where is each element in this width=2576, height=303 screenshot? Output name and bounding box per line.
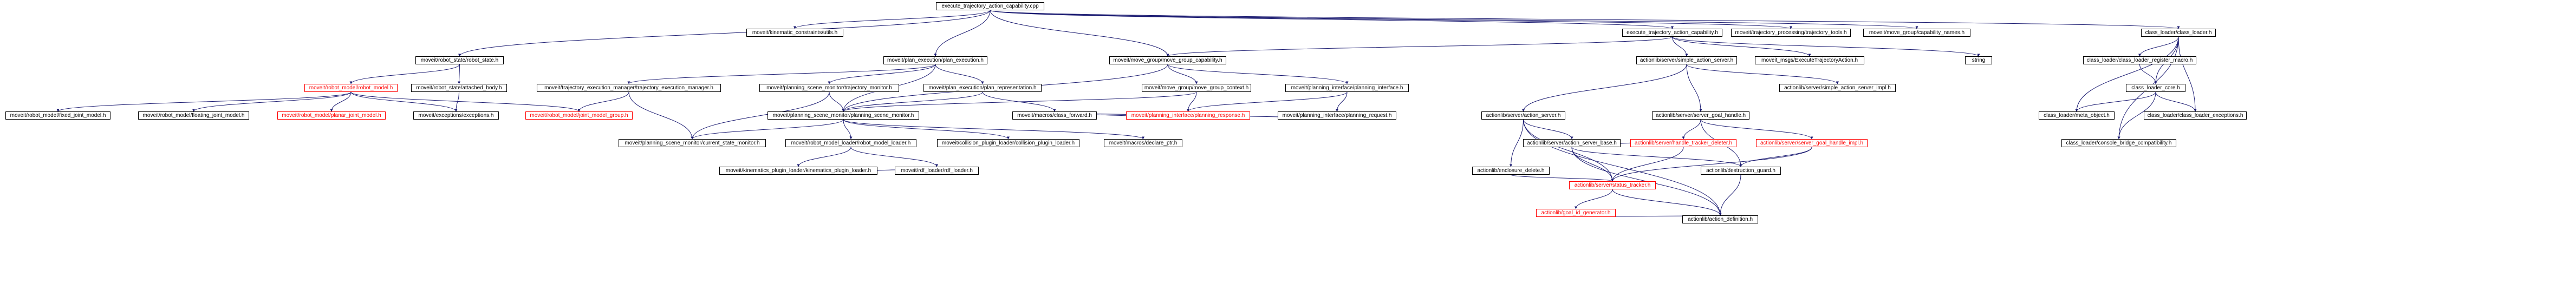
graph-node[interactable]: moveit_msgs/ExecuteTrajectoryAction.h <box>1755 56 1864 64</box>
graph-node[interactable]: actionlib/server/status_tracker.h <box>1569 181 1656 189</box>
graph-node[interactable]: moveit/kinematic_constraints/utils.h <box>746 29 843 37</box>
graph-edge <box>851 147 937 167</box>
graph-edge <box>629 64 935 84</box>
graph-node[interactable]: moveit/planning_scene_monitor/trajectory_monitor.h <box>759 84 899 92</box>
graph-node[interactable]: moveit/robot_model/floating_joint_model.h <box>138 111 249 120</box>
graph-edge <box>990 10 1791 29</box>
graph-edge <box>579 92 629 111</box>
graph-node[interactable]: moveit/planning_interface/planning_request.h <box>1278 111 1396 120</box>
graph-edge <box>1511 120 1524 167</box>
graph-edge <box>459 64 460 84</box>
graph-node[interactable]: moveit/collision_plugin_loader/collision_plugin_loader.h <box>937 139 1079 147</box>
graph-edge <box>1168 64 1196 84</box>
graph-edge <box>1673 37 1979 56</box>
graph-edge <box>1612 147 1683 181</box>
graph-edge <box>692 120 843 139</box>
graph-node[interactable]: class_loader/class_loader_register_macro.h <box>2083 56 2196 64</box>
graph-node[interactable]: moveit/exceptions/exceptions.h <box>413 111 499 120</box>
graph-node[interactable]: moveit/robot_state/attached_body.h <box>411 84 507 92</box>
graph-edge <box>798 147 851 167</box>
graph-edge <box>990 10 1168 56</box>
graph-edge <box>2077 37 2178 111</box>
graph-node[interactable]: moveit/planning_scene_monitor/planning_scene_monitor.h <box>767 111 919 120</box>
graph-edge <box>1612 189 1720 215</box>
graph-edge <box>460 10 991 56</box>
graph-edge <box>1687 64 1701 111</box>
graph-edge <box>990 10 1917 29</box>
graph-edge <box>1337 92 1348 111</box>
graph-node[interactable]: moveit/move_group/move_group_context.h <box>1142 84 1251 92</box>
graph-node[interactable]: string <box>1965 56 1992 64</box>
graph-edge <box>1673 37 1810 56</box>
graph-node[interactable]: actionlib/goal_id_generator.h <box>1536 209 1616 217</box>
graph-edge <box>1741 147 1812 167</box>
graph-edge <box>843 120 1143 139</box>
graph-node[interactable]: moveit/move_group/capability_names.h <box>1863 29 1970 37</box>
graph-node[interactable]: actionlib/server/handle_tracker_deleter.h <box>1630 139 1736 147</box>
graph-edge <box>456 92 459 111</box>
graph-edge <box>843 92 1196 111</box>
graph-node[interactable]: moveit/robot_state/robot_state.h <box>415 56 504 64</box>
graph-edge <box>795 10 991 29</box>
graph-edge <box>1673 37 1687 56</box>
graph-edge <box>2178 37 2195 111</box>
graph-edge <box>629 92 692 139</box>
graph-node[interactable]: moveit/robot_model_loader/robot_model_loader.h <box>785 139 916 147</box>
graph-node[interactable]: actionlib/server/action_server.h <box>1481 111 1565 120</box>
graph-node[interactable]: class_loader/meta_object.h <box>2039 111 2115 120</box>
graph-node[interactable]: actionlib/server/action_server_base.h <box>1523 139 1621 147</box>
graph-edge <box>983 92 1055 111</box>
graph-node[interactable]: moveit/rdf_loader/rdf_loader.h <box>895 167 979 175</box>
graph-node[interactable]: moveit/robot_model/robot_model.h <box>304 84 398 92</box>
graph-node[interactable]: moveit/plan_execution/plan_execution.h <box>883 56 987 64</box>
graph-node[interactable]: actionlib/destruction_guard.h <box>1701 167 1781 175</box>
graph-edge <box>1576 189 1613 209</box>
graph-edge <box>1524 120 1721 215</box>
graph-node[interactable]: class_loader_core.h <box>2126 84 2185 92</box>
graph-node[interactable]: class_loader/console_bridge_compatibility.h <box>2061 139 2176 147</box>
graph-edge <box>1572 147 1741 167</box>
graph-node[interactable]: actionlib/server/simple_action_server_impl.h <box>1779 84 1896 92</box>
graph-edge <box>1168 64 1347 84</box>
graph-node[interactable]: execute_trajectory_action_capability.cpp <box>936 2 1044 10</box>
graph-edge <box>1168 37 1673 56</box>
graph-node[interactable]: moveit/plan_execution/plan_representation.h <box>923 84 1042 92</box>
graph-edge <box>351 64 460 84</box>
graph-node[interactable]: execute_trajectory_action_capability.h <box>1622 29 1722 37</box>
graph-node[interactable]: actionlib/server/simple_action_server.h <box>1636 56 1737 64</box>
graph-node[interactable]: moveit/trajectory_execution_manager/trajectory_execution_manager.h <box>537 84 721 92</box>
graph-edge <box>990 10 1673 29</box>
graph-edge <box>843 120 1009 139</box>
graph-node[interactable]: moveit/macros/declare_ptr.h <box>1104 139 1182 147</box>
graph-edge <box>935 10 990 56</box>
graph-edge <box>351 92 579 111</box>
graph-edge <box>1188 92 1197 111</box>
graph-edge <box>829 92 843 111</box>
graph-node[interactable]: class_loader/class_loader_exceptions.h <box>2144 111 2247 120</box>
graph-node[interactable]: moveit/robot_model/planar_joint_model.h <box>277 111 386 120</box>
graph-edge <box>990 10 2178 29</box>
graph-edge <box>2140 37 2179 56</box>
graph-edge <box>1720 175 1741 215</box>
graph-edge <box>1524 64 1687 111</box>
graph-edge <box>935 64 983 84</box>
graph-edge <box>843 92 983 111</box>
graph-node[interactable]: moveit/planning_scene_monitor/current_state_monitor.h <box>619 139 766 147</box>
graph-node[interactable]: moveit/robot_model/joint_model_group.h <box>525 111 633 120</box>
graph-node[interactable]: moveit/macros/class_forward.h <box>1012 111 1097 120</box>
graph-node[interactable]: actionlib/action_definition.h <box>1682 215 1758 223</box>
graph-edge <box>1683 120 1701 139</box>
graph-node[interactable]: moveit/move_group/move_group_capability.h <box>1109 56 1226 64</box>
graph-node[interactable]: class_loader/class_loader.h <box>2141 29 2216 37</box>
graph-edge <box>1572 147 1612 181</box>
graph-edge <box>351 92 456 111</box>
graph-node[interactable]: moveit/kinematics_plugin_loader/kinematics_plugin_loader.h <box>719 167 877 175</box>
graph-node[interactable]: moveit/planning_interface/planning_interface.h <box>1285 84 1409 92</box>
graph-edge <box>843 120 851 139</box>
graph-node[interactable]: moveit/robot_model/fixed_joint_model.h <box>5 111 110 120</box>
graph-edge <box>2077 92 2156 111</box>
graph-edge <box>2156 92 2195 111</box>
graph-node[interactable]: actionlib/server/server_goal_handle.h <box>1652 111 1749 120</box>
graph-edge <box>1687 64 1838 84</box>
graph-edge <box>194 92 352 111</box>
graph-edge <box>1612 147 1812 181</box>
graph-edge <box>2140 64 2156 84</box>
graph-node[interactable]: actionlib/server/server_goal_handle_impl.h <box>1756 139 1868 147</box>
graph-node[interactable]: moveit/planning_interface/planning_response.h <box>1126 111 1250 120</box>
graph-edge <box>58 92 351 111</box>
graph-edge <box>1524 120 1572 139</box>
graph-edge <box>1188 92 1348 111</box>
graph-edge <box>829 64 935 84</box>
graph-edge <box>331 92 351 111</box>
graph-node[interactable]: actionlib/enclosure_delete.h <box>1472 167 1550 175</box>
graph-edge <box>1701 120 1812 139</box>
graph-node[interactable]: moveit/trajectory_processing/trajectory_tools.h <box>1731 29 1851 37</box>
graph-edge <box>1511 175 1613 181</box>
